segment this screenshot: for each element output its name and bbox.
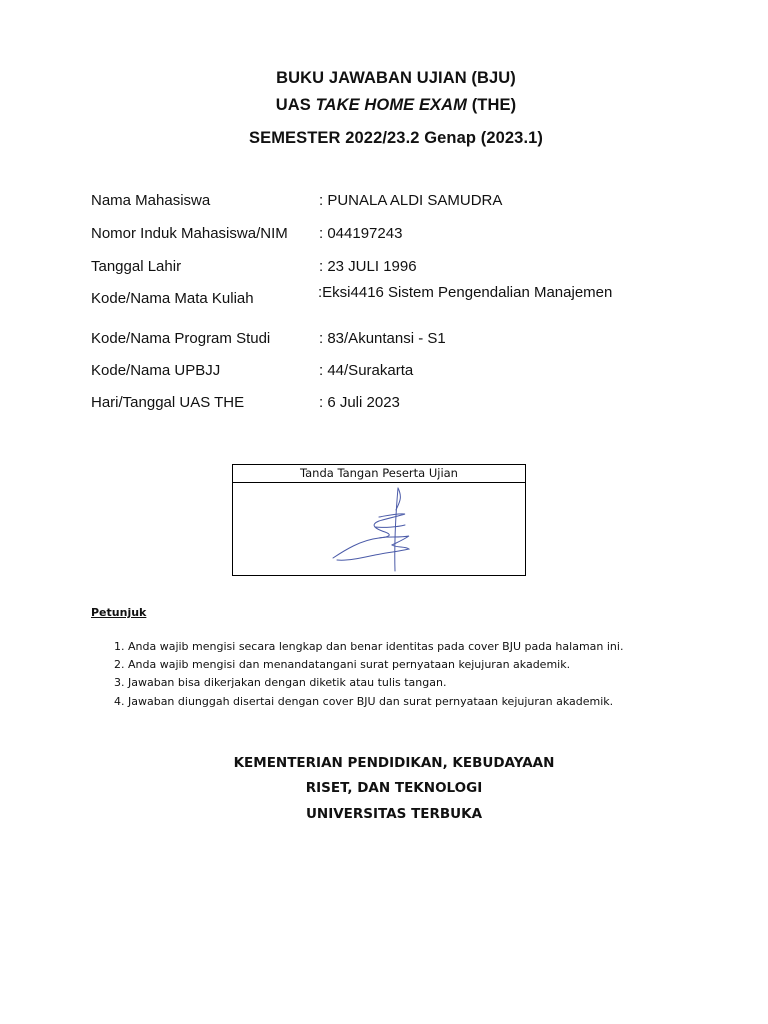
field-upbjj xyxy=(91,362,731,382)
field-label: Tanggal Lahir xyxy=(91,258,182,275)
field-label: Kode/Nama UPBJJ xyxy=(91,362,221,379)
instruction-item: 4. Jawaban diunggah disertai dengan cover BJU dan surat pernyataan kejujuran akademik. xyxy=(114,694,614,708)
field-value: : 44/Surakarta xyxy=(319,362,414,379)
field-label: Nama Mahasiswa xyxy=(91,192,211,209)
instructions-title: Petunjuk xyxy=(91,606,147,619)
field-value: : 044197243 xyxy=(319,225,403,242)
field-value: : 23 JULI 1996 xyxy=(319,258,417,275)
field-nama xyxy=(91,192,731,212)
field-label: Nomor Induk Mahasiswa/NIM xyxy=(91,225,288,242)
instruction-item: 2. Anda wajib mengisi dan menandatangani surat pernyataan kejujuran akademik. xyxy=(114,658,571,672)
signature-box xyxy=(232,464,526,576)
signature-box-header: Tanda Tangan Peserta Ujian xyxy=(233,465,525,483)
instructions-list xyxy=(114,638,623,711)
field-value: : 83/Akuntansi - S1 xyxy=(319,330,446,347)
document-title: BUKU JAWABAN UJIAN (BJU) xyxy=(276,69,516,87)
field-label: Kode/Nama Program Studi xyxy=(91,330,271,347)
instruction-item: 1. Anda wajib mengisi secara lengkap dan benar identitas pada cover BJU pada halaman ini. xyxy=(114,640,624,653)
field-mata-kuliah xyxy=(91,284,731,310)
field-value: : PUNALA ALDI SAMUDRA xyxy=(319,192,503,209)
university-name: UNIVERSITAS TERBUKA xyxy=(305,806,483,822)
exam-type-title xyxy=(0,96,768,115)
exam-type-prefix: UAS xyxy=(275,96,316,114)
signature-drawing xyxy=(233,483,525,575)
field-tanggal-lahir xyxy=(91,258,731,278)
field-label: Kode/Nama Mata Kuliah xyxy=(91,290,254,307)
instruction-item: 3. Jawaban bisa dikerjakan dengan diketik atau tulis tangan. xyxy=(114,676,447,690)
field-program-studi xyxy=(91,330,731,350)
ministry-name: KEMENTERIAN PENDIDIKAN, KEBUDAYAAN xyxy=(233,755,555,771)
ministry-name-cont: RISET, DAN TEKNOLOGI xyxy=(305,780,483,796)
signature-area xyxy=(233,483,525,575)
field-value: :Eksi4416 Sistem Pengendalian Manajemen xyxy=(318,284,613,301)
field-tanggal-uas xyxy=(91,394,731,414)
field-value: : 6 Juli 2023 xyxy=(319,394,400,411)
semester-title: SEMESTER 2022/23.2 Genap (2023.1) xyxy=(248,129,544,147)
field-nim xyxy=(91,225,731,245)
exam-type-suffix: (THE) xyxy=(467,96,517,114)
field-label: Hari/Tanggal UAS THE xyxy=(91,394,245,411)
exam-type-italic: TAKE HOME EXAM xyxy=(315,96,468,114)
